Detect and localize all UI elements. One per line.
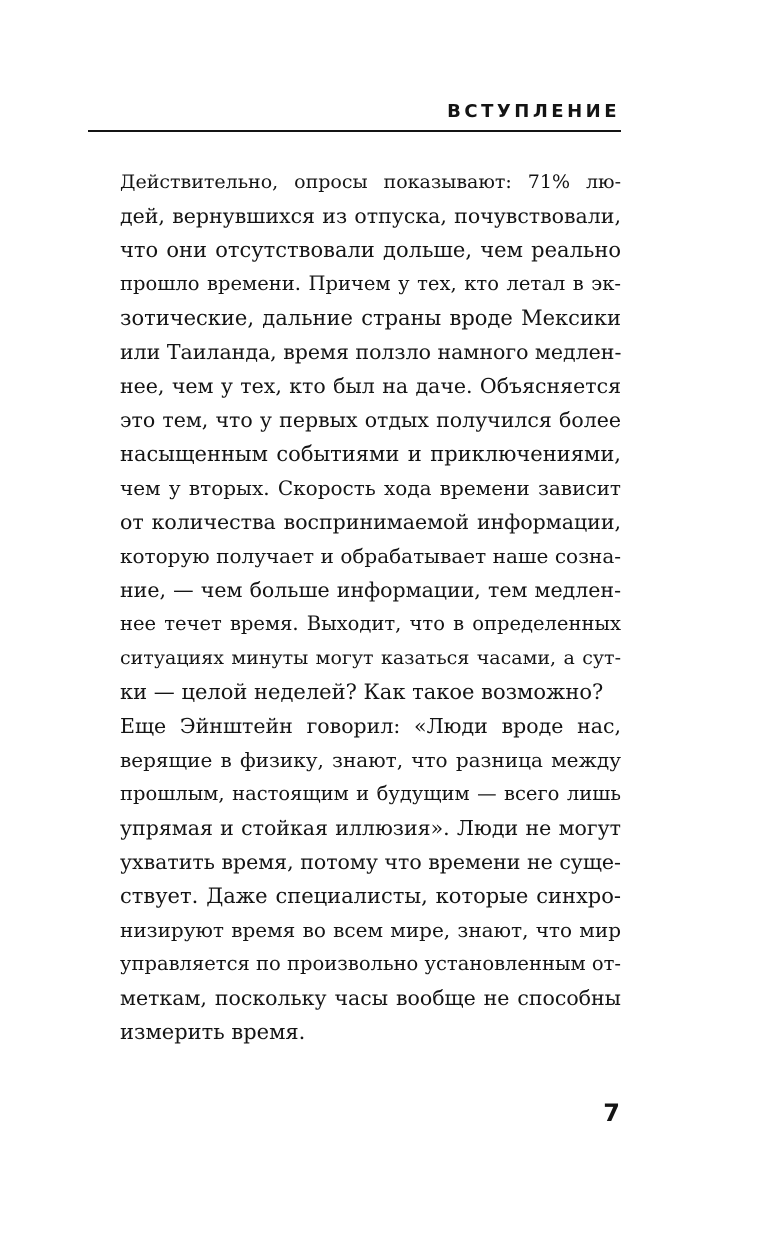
text-line: ние, — чем больше информации, тем медлен-: [120, 578, 621, 602]
paragraph-1: [88, 165, 621, 709]
running-head: ВСТУПЛЕНИЕ: [447, 101, 620, 122]
text-line: ки — целой неделей? Как такое возможно?: [120, 680, 604, 704]
text-line: Еще Эйнштейн говорил: «Люди вроде нас,: [120, 714, 621, 738]
text-line: что они отсутствовали дольше, чем реально: [120, 238, 621, 262]
text-line: насыщенным событиями и приключениями,: [120, 442, 621, 466]
text-line: это тем, что у первых отдых получился более: [120, 408, 621, 432]
text-line: нее течет время. Выходит, что в определенных: [120, 612, 621, 635]
text-line: управляется по произвольно установленным от-: [120, 952, 621, 975]
body-text: [88, 165, 621, 1049]
header-rule: [88, 130, 621, 132]
text-line: верящие в физику, знают, что разница между: [120, 748, 621, 772]
text-line: или Таиланда, время ползло намного медлен-: [120, 340, 622, 364]
text-line: ситуациях минуты могут казаться часами, а сут-: [120, 647, 621, 669]
text-line: ухватить время, потому что времени не суще-: [120, 850, 621, 874]
text-line: нее, чем у тех, кто был на даче. Объясняется: [120, 374, 621, 398]
text-line: прошло времени. Причем у тех, кто летал в эк-: [120, 272, 621, 295]
text-line: ствует. Даже специалисты, которые синхро-: [120, 884, 621, 908]
page-number: 7: [603, 1099, 620, 1127]
text-line: Действительно, опросы показывают: 71% лю-: [120, 171, 621, 193]
text-line: от количества воспринимаемой информации,: [120, 510, 621, 534]
text-line: измерить время.: [120, 1020, 306, 1044]
text-line: низируют время во всем мире, знают, что мир: [120, 918, 621, 942]
text-line: меткам, поскольку часы вообще не способны: [120, 986, 621, 1010]
paragraph-2: [88, 709, 621, 1049]
text-line: зотические, дальние страны вроде Мексики: [120, 306, 621, 330]
text-line: прошлым, настоящим и будущим — всего лишь: [120, 782, 621, 805]
text-line: которую получает и обрабатывает наше созна-: [120, 544, 621, 568]
text-line: чем у вторых. Скорость хода времени зависит: [120, 476, 621, 500]
text-line: дей, вернувшихся из отпуска, почувствовали,: [120, 204, 621, 228]
text-line: упрямая и стойкая иллюзия». Люди не могут: [120, 816, 621, 840]
